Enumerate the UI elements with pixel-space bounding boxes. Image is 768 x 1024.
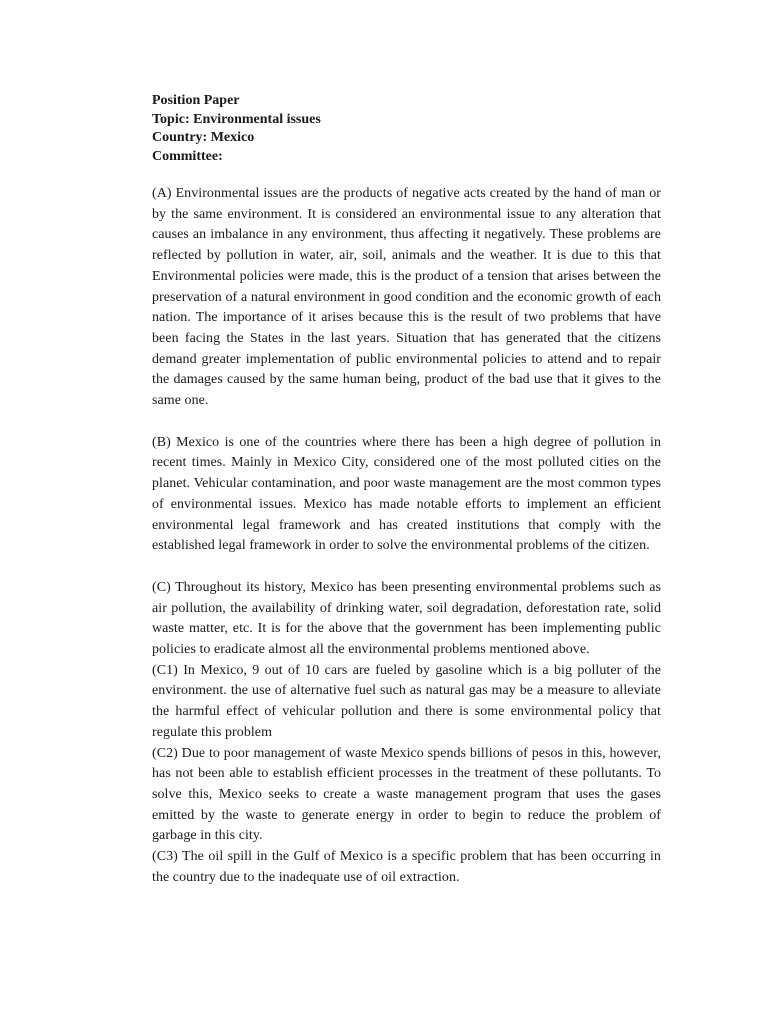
paragraph-c1: (C1) In Mexico, 9 out of 10 cars are fueled by gasoline which is a big polluter of the environment. the use of alternative fuel such as natural gas may be a measure to alleviate the harmful effect of vehicular pollution and there is some environmental policy that regulate this problem xyxy=(152,662,661,740)
paragraph-a: (A) Environmental issues are the products of negative acts created by the hand of man or by the same environment. It is considered an environmental issue to any alteration that causes an imbalance in any environment, thus affecting it negatively. These problems are reflected by pollution in water, air, soil, animals and the weather. It is due to this that Environmental policies were made, this is the product of a tension that arises between the preservation of a natural environment in good condition and the economic growth of each nation. The importance of it arises because this is the result of two problems that have been facing the States in the last years. Situation that has generated that the citizens demand greater implementation of public environmental policies to attend and to repair the damages caused by the same human being, product of the bad use that it gives to the same one. xyxy=(152,186,661,409)
paragraph-c2: (C2) Due to poor management of waste Mexico spends billions of pesos in this, however, has not been able to establish efficient processes in the treatment of these pollutants. To solve this, Mexico seeks to create a waste management program that uses the gases emitted by the waste to generate energy in order to begin to reduce the problem of garbage in this city. xyxy=(152,745,661,844)
paper-topic: Topic: Environmental issues xyxy=(152,111,321,127)
paragraph-b: (B) Mexico is one of the countries where there has been a high degree of pollution in recent times. Mainly in Mexico City, considered one of the most polluted cities on the planet. Vehicular contamination, and poor waste management are the most common types of environmental issues. Mexico has made notable efforts to implement an efficient environmental legal framework and has created institutions that comply with the established legal framework in order to solve the environmental problems of the citizen. xyxy=(152,434,661,554)
document-page xyxy=(152,92,661,889)
paragraph-c3: (C3) The oil spill in the Gulf of Mexico is a specific problem that has been occurring in the country due to the inadequate use of oil extraction. xyxy=(152,849,661,885)
paper-country: Country: Mexico xyxy=(152,130,255,145)
paper-committee: Committee: xyxy=(152,148,223,164)
paragraph-c: (C) Throughout its history, Mexico has been presenting environmental problems such as air pollution, the availability of drinking water, soil degradation, deforestation rate, solid waste matter, etc. It is for the above that the government has been implementing public policies to eradicate almost all the environmental problems mentioned above. xyxy=(152,579,661,658)
paper-title: Position Paper xyxy=(152,93,240,108)
paper-header xyxy=(152,92,661,166)
